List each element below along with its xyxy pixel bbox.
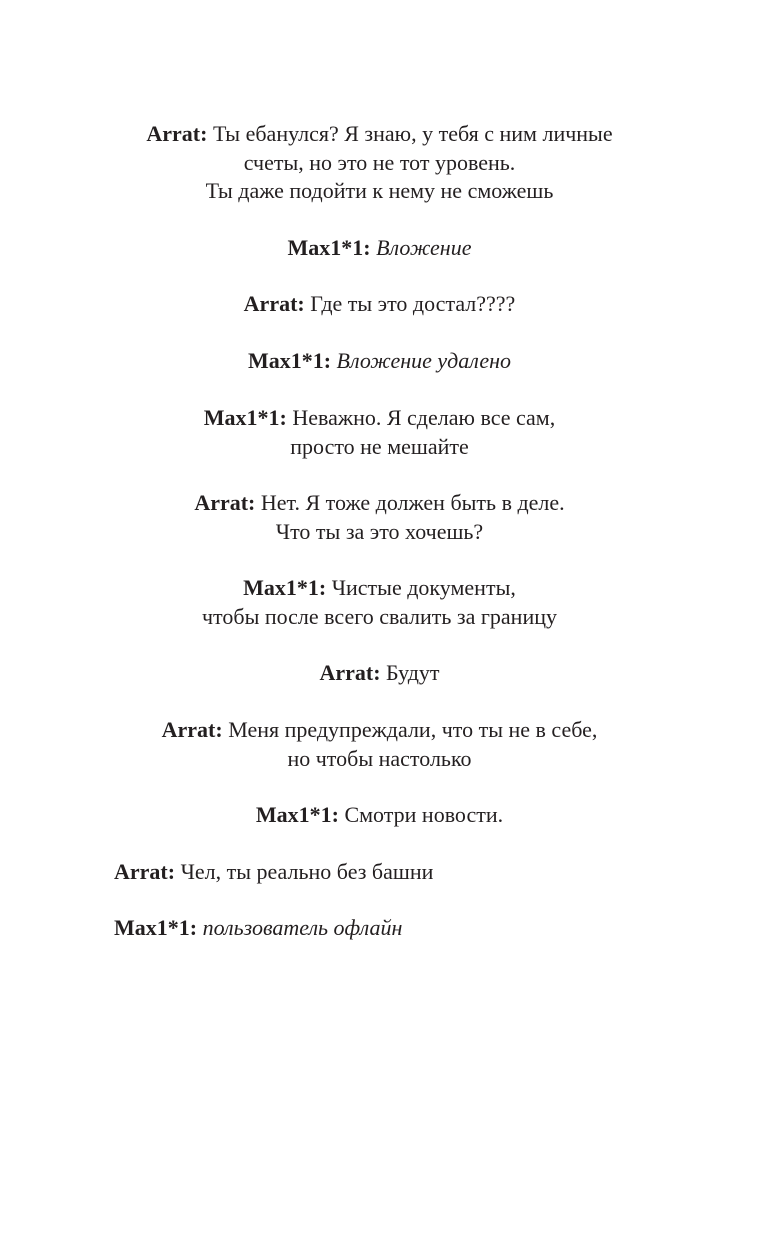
message-text: Чел, ты реально без башни <box>180 859 434 884</box>
speaker-name: Max1*1: <box>287 235 371 260</box>
message-text: чтобы после всего свалить за границу <box>201 603 557 629</box>
speaker-name: Max1*1: <box>255 802 339 827</box>
attachment-deleted-text: Вложение удалено <box>336 348 512 373</box>
chat-message <box>0 716 759 773</box>
message-text: но чтобы настолько <box>287 745 472 771</box>
message-text: Нет. Я тоже должен быть в деле. <box>260 490 565 515</box>
speaker-name: Arrat: <box>194 490 256 515</box>
chat-message <box>0 659 759 688</box>
message-text: Ты ебанулся? Я знаю, у тебя с ним личные <box>212 121 613 146</box>
attachment-text: Вложение <box>376 235 472 260</box>
speaker-name: Max1*1: <box>243 575 327 600</box>
chat-message <box>0 347 759 376</box>
message-text: просто не мешайте <box>290 433 469 459</box>
message-text: счеты, но это не тот уровень. <box>243 149 516 175</box>
message-text: Где ты это достал???? <box>310 291 516 316</box>
speaker-name: Max1*1: <box>247 348 332 373</box>
message-line <box>0 120 759 149</box>
chat-message <box>114 914 714 943</box>
chat-message <box>0 801 759 830</box>
chat-message <box>0 120 759 206</box>
message-text: Чистые документы, <box>331 575 516 600</box>
speaker-name: Arrat: <box>243 291 305 316</box>
chat-message <box>0 290 759 319</box>
chat-message <box>0 489 759 546</box>
speaker-name: Arrat: <box>146 121 208 146</box>
message-text: Будут <box>386 660 440 685</box>
chat-message <box>0 404 759 461</box>
chat-message <box>0 234 759 263</box>
speaker-name: Arrat: <box>114 859 176 884</box>
speaker-name: Arrat: <box>319 660 381 685</box>
user-offline-status: пользователь офлайн <box>202 915 403 940</box>
speaker-name: Max1*1: <box>114 915 198 940</box>
chat-message <box>0 574 759 631</box>
speaker-name: Arrat: <box>161 717 223 742</box>
chat-message <box>114 858 714 887</box>
message-text: Меня предупреждали, что ты не в себе, <box>228 717 598 742</box>
message-text: Ты даже подойти к нему не сможешь <box>205 178 554 203</box>
message-text: Что ты за это хочешь? <box>275 518 484 544</box>
speaker-name: Max1*1: <box>203 405 287 430</box>
message-text: Неважно. Я сделаю все сам, <box>292 405 556 430</box>
message-text: Смотри новости. <box>344 802 504 827</box>
